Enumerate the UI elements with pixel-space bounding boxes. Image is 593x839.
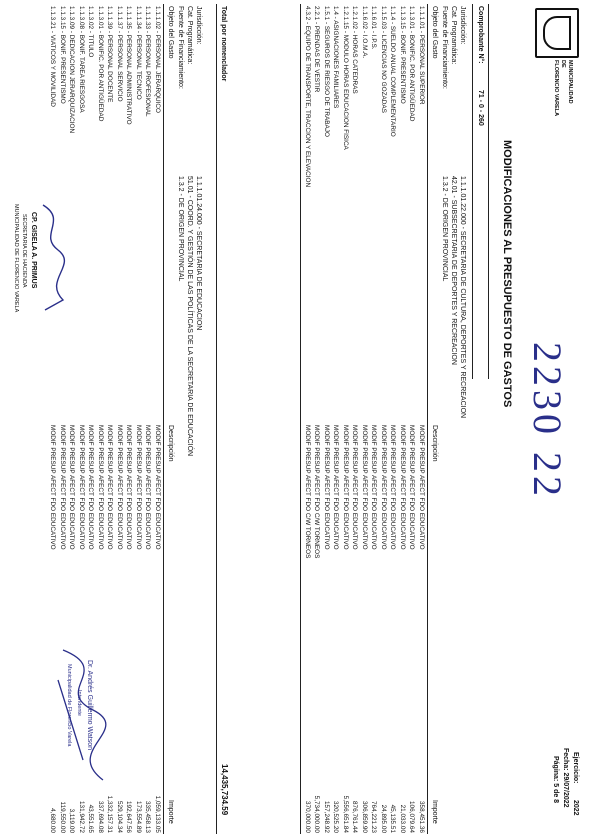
importe-cell: 4,680.00 (49, 808, 57, 833)
desc-cell: MODIF PRESUP AFECT FDO EDUCATIVO (87, 425, 95, 550)
importe-cell: 337,694.08 (97, 801, 104, 833)
s1-col-descripcion: Descripción (431, 425, 438, 462)
objeto-cell: 1.1.3.21 - VIATICOS Y MOVILIDAD (49, 6, 57, 107)
table-row (416, 0, 426, 839)
table-row (330, 0, 340, 839)
importe-cell: 876,761.44 (351, 801, 359, 833)
signature-right-title: Intendente (76, 690, 82, 716)
objeto-cell: 1.2.1.02 - HORAS CATEDRAS (351, 6, 359, 94)
signature-left-title: SECRETARIA DE HACIENDA (21, 214, 27, 288)
total-value: 14,435,734.59 (220, 764, 229, 816)
objeto-cell: 1.1.3.01 - BONIFIC. POR ANTIGÜEDAD (408, 6, 416, 122)
s2-col-objeto: Objeto del Gasto (167, 6, 174, 59)
importe-cell: 306,859.90 (361, 801, 368, 833)
comprobante-label: Comprobante N°: (477, 6, 484, 64)
divider (163, 4, 164, 834)
s2-cat-value: 51.01 - COORD. Y GESTIÓN DE LAS POLÍTICAS DE LA SECRETARIA DE EDUCACIÓN (186, 176, 193, 457)
importe-cell: 3,119.00 (68, 808, 76, 833)
divider (488, 4, 489, 379)
table-row (387, 0, 397, 839)
importe-cell: 106,079.64 (408, 801, 416, 833)
objeto-cell: 1.1.6.01 - I.P.S. (370, 6, 378, 50)
desc-cell: MODIF PRESUP AFECT FDO EDUCATIVO (106, 425, 114, 550)
importe-cell: 21,033.00 (399, 804, 406, 833)
org-name-line3: FLORENCIO VARELA (553, 60, 559, 117)
desc-cell: MODIF PRESUP AFECT FDO C/W TORNEOS (313, 425, 321, 559)
municipal-crest-logo (535, 8, 579, 58)
objeto-cell: 1.1.1.35 - PERSONAL ADMINISTRATIVO (125, 6, 133, 125)
objeto-cell: 1.1.3.02 - TITULO (87, 6, 95, 58)
table-row (311, 0, 321, 839)
ejercicio-label: Ejercicio: (572, 752, 579, 784)
importe-cell: 157,248.92 (323, 801, 330, 833)
total-label: Total por nomenclador (220, 6, 227, 82)
divider (427, 4, 428, 834)
table-row (302, 0, 312, 839)
desc-cell: MODIF PRESUP AFECT FDO EDUCATIVO (154, 425, 161, 550)
objeto-cell: 1.1.1.02 - PERSONAL JERARQUICO (154, 6, 161, 114)
comprobante-value: 71 - 0 - 260 (477, 90, 484, 126)
desc-cell: MODIF PRESUP AFECT FDO EDUCATIVO (332, 425, 340, 550)
signature-right-scribble (43, 640, 123, 790)
desc-cell: MODIF PRESUP AFECT FDO EDUCATIVO (49, 425, 57, 550)
s1-fuente-value: 1.3.2 - DE ORIGEN PROVINCIAL (441, 176, 448, 282)
desc-cell: MODIF PRESUP AFECT FDO EDUCATIVO (399, 425, 406, 550)
ejercicio-value: 2022 (572, 800, 579, 816)
importe-cell: 173,554.89 (135, 801, 142, 833)
table-row (123, 0, 133, 839)
s1-jurisdiccion-label: Jurisdicción: (459, 6, 466, 45)
desc-cell: MODIF PRESUP AFECT FDO EDUCATIVO (116, 425, 123, 550)
divider (472, 4, 473, 379)
s1-fuente-label: Fuente de Financiamiento: (441, 6, 448, 89)
desc-cell: MODIF PRESUP AFECT FDO EDUCATIVO (59, 425, 66, 550)
importe-cell: 764,221.23 (370, 801, 378, 833)
s2-cat-label: Cat. Programática: (186, 6, 193, 65)
s2-jurisdiccion-value: 1.1.1.01.24.000 - SECRETARIA DE EDUCACION (195, 176, 202, 331)
signature-left-scribble (33, 200, 73, 320)
org-name-line1: MUNICIPALIDAD (567, 60, 573, 104)
s2-col-importe: Importe (167, 800, 174, 824)
objeto-cell: 1.1.1.01 - PERSONAL SUPERIOR (418, 6, 425, 105)
objeto-cell: 2.2.1 - PRENDAS DE VESTIR (313, 6, 321, 93)
org-name-line2: DE (560, 60, 566, 68)
table-row (152, 0, 162, 839)
desc-cell: MODIF PRESUP AFECT FDO EDUCATIVO (144, 425, 152, 550)
importe-cell: 119,550.00 (59, 801, 66, 833)
table-row (359, 0, 369, 839)
table-row (321, 0, 331, 839)
objeto-cell: 1.1.4 - SUELDO ANUAL COMPLEMENTARIO (389, 6, 397, 137)
desc-cell: MODIF PRESUP AFECT FDO EDUCATIVO (370, 425, 378, 550)
signature-right-org: Municipalidad de Florencio Varela (66, 664, 72, 747)
importe-cell: 5,734,000.00 (313, 795, 321, 833)
desc-cell: MODIF PRESUP AFECT FDO EDUCATIVO (380, 425, 387, 550)
importe-cell: 131,942.72 (78, 801, 85, 833)
desc-cell: MODIF PRESUP AFECT FDO EDUCATIVO (361, 425, 368, 550)
s2-col-descripcion: Descripción (167, 425, 174, 462)
signature-left-org: MUNICIPALIDAD DE FLORENCIO VARELA (13, 204, 19, 313)
objeto-cell: 4.3.2 - EQUIPO DE TRANSPORTE, TRACCION Y ELEVACION (304, 6, 311, 188)
importe-cell: 45,135.51 (389, 804, 397, 833)
pagina-text: Página: 5 de 8 (552, 756, 559, 804)
importe-cell: 192,647.56 (125, 801, 133, 833)
desc-cell: MODIF PRESUP AFECT FDO EDUCATIVO (342, 425, 349, 550)
table-row (378, 0, 388, 839)
desc-cell: MODIF PRESUP AFECT FDO EDUCATIVO (78, 425, 85, 550)
objeto-cell: 1.1.1.33 - PERSONAL PROFESIONAL (144, 6, 152, 117)
s1-jurisdiccion-value: 1.1.1.01.22.000 - SECRETARIA DE CULTURA, DEPORTES Y RECREACION (459, 176, 466, 419)
importe-cell: 358,451.36 (418, 801, 425, 833)
signature-right-name: Dr. Andrés Guillermo Watson (86, 660, 93, 750)
s1-cat-value: 42.01 - SUBSECRETARIA DE DEPORTES Y RECREACION (450, 176, 457, 365)
desc-cell: MODIF PRESUP AFECT FDO EDUCATIVO (323, 425, 330, 550)
desc-cell: MODIF PRESUP AFECT FDO EDUCATIVO (125, 425, 133, 550)
table-row (133, 0, 143, 839)
table-row (368, 0, 378, 839)
importe-cell: 1,059,133.05 (154, 795, 161, 833)
objeto-cell: 1.1.1.37 - PERSONAL SERVICIO (116, 6, 123, 102)
table-row (142, 0, 152, 839)
table-row (340, 0, 350, 839)
objeto-cell: 1.1.1.34 - PERSONAL TECNICO (135, 6, 142, 100)
importe-cell: 1,332,157.31 (106, 795, 114, 833)
objeto-cell: 1.5.1 - SEGUROS DE RIESGO DE TRABAJO (323, 6, 330, 137)
divider (216, 4, 217, 834)
desc-cell: MODIF PRESUP AFECT FDO EDUCATIVO (408, 425, 416, 550)
importe-cell: 529,104.34 (116, 801, 123, 833)
objeto-cell: 1.1.3.15 - BONIF. PRESENTISMO (59, 6, 66, 104)
desc-cell: MODIF PRESUP AFECT FDO EDUCATIVO (351, 425, 359, 550)
table-row (349, 0, 359, 839)
signature-left-name: CP. GISELA A. PRIMUS (30, 212, 37, 289)
stamp-number: 2230 22 (525, 342, 570, 500)
s1-cat-label: Cat. Programática: (450, 6, 457, 65)
objeto-cell: 1.4 - ASIGNACIONES FAMILIARES (332, 6, 340, 109)
desc-cell: MODIF PRESUP AFECT FDO EDUCATIVO (68, 425, 76, 550)
s2-fuente-value: 1.3.2 - DE ORIGEN PROVINCIAL (177, 176, 184, 282)
table-row (397, 0, 407, 839)
importe-cell: 370,000.00 (304, 801, 311, 833)
s2-fuente-label: Fuente de Financiamiento: (177, 6, 184, 89)
desc-cell: MODIF PRESUP AFECT FDO C/W TORNEOS (304, 425, 311, 559)
objeto-cell: 1.1.3.15 - BONIF. PRESENTISMO (399, 6, 406, 104)
objeto-cell: 1.1.3.01 - BONIFIC. POR ANTIGÜEDAD (97, 6, 104, 122)
s2-jurisdiccion-label: Jurisdicción: (195, 6, 202, 45)
s1-col-importe: Importe (431, 800, 438, 824)
objeto-cell: 1.1.6.02 - I.O.M.A. (361, 6, 368, 59)
importe-cell: 5,556,651.84 (342, 795, 349, 833)
s1-col-objeto: Objeto del Gasto (431, 6, 438, 59)
desc-cell: MODIF PRESUP AFECT FDO EDUCATIVO (135, 425, 142, 550)
objeto-cell: 1.1.3.09 - DEDICACION JERARQUIZACION (68, 6, 76, 134)
importe-cell: 320,525.20 (332, 801, 340, 833)
desc-cell: MODIF PRESUP AFECT FDO EDUCATIVO (418, 425, 425, 550)
desc-cell: MODIF PRESUP AFECT FDO EDUCATIVO (389, 425, 397, 550)
table-row (406, 0, 416, 839)
importe-cell: 43,551.65 (87, 804, 95, 833)
objeto-cell: 1.1.5.03 - LICENCIAS NO GOZADAS (380, 6, 387, 113)
divider (300, 4, 301, 834)
objeto-cell: 1.2.1.15 - MODULO HORAS EDUCACION FISICA (342, 6, 349, 150)
importe-cell: 335,458.13 (144, 801, 152, 833)
fecha-text: Fecha: 29/07/2022 (562, 748, 569, 808)
objeto-cell: 1.1.1.39 - PERSONAL DOCENTE (106, 6, 114, 103)
desc-cell: MODIF PRESUP AFECT FDO EDUCATIVO (97, 425, 104, 550)
page-title: MODIFICACIONES AL PRESUPUESTO DE GASTOS (501, 140, 513, 408)
objeto-cell: 1.1.3.08 - BONIF. TAREA RIESGOSA (78, 6, 85, 113)
importe-cell: 24,895.00 (380, 804, 387, 833)
